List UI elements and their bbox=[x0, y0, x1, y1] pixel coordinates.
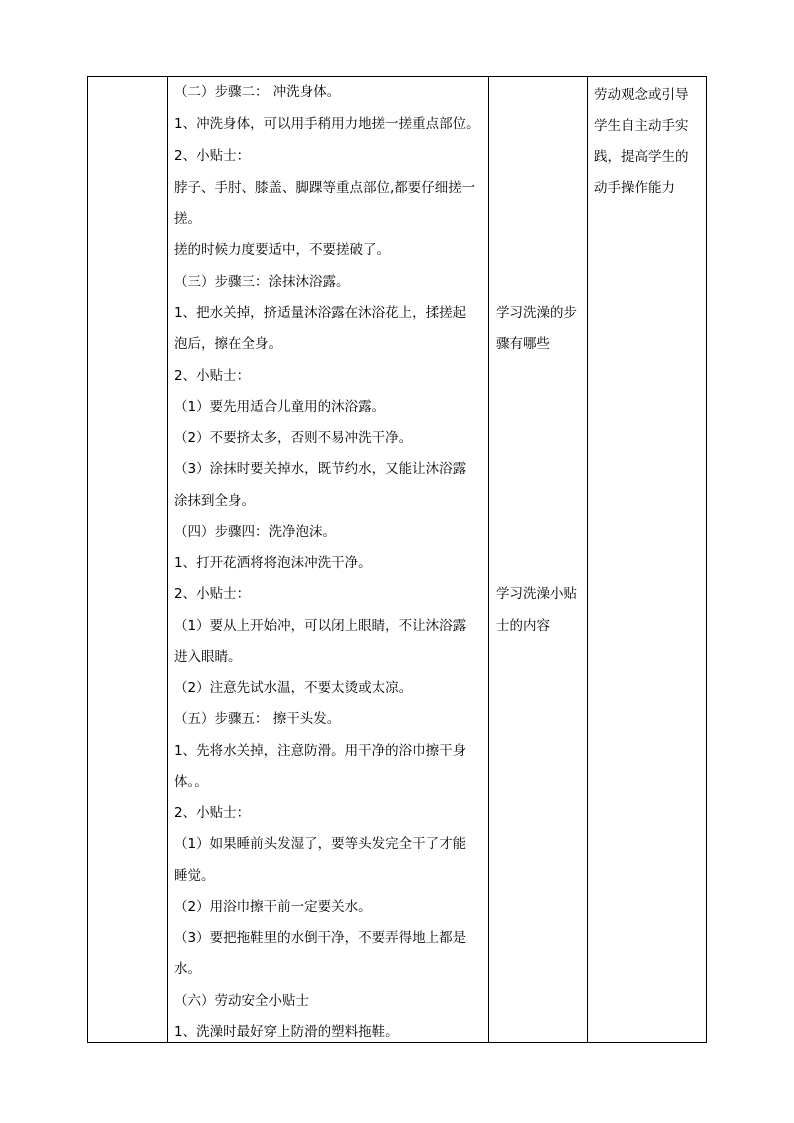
content-line: 脖子、手肘、膝盖、脚踝等重点部位,都要仔细搓一 bbox=[174, 180, 476, 196]
content-line: （三）步骤三：涂抹沐浴露。 bbox=[174, 274, 350, 290]
content-line: 2、小贴士： bbox=[174, 586, 251, 602]
content-line: 进入眼睛。 bbox=[174, 649, 242, 665]
content-line: 搓的时候力度要适中，不要搓破了。 bbox=[174, 242, 390, 258]
content-line: 2、小贴士： bbox=[174, 805, 251, 821]
stage-column bbox=[88, 77, 168, 1042]
content-line: （二）步骤二： 冲洗身体。 bbox=[174, 84, 341, 100]
content-line: 睡觉。 bbox=[174, 868, 215, 884]
student-activity-column bbox=[489, 77, 588, 1042]
content-line: 2、小贴士： bbox=[174, 148, 251, 164]
content-line: （1）要从上开始冲，可以闭上眼睛，不让沐浴露 bbox=[174, 618, 467, 634]
content-line: （1）如果睡前头发湿了，要等头发完全干了才能 bbox=[174, 836, 467, 852]
content-line: 1、冲洗身体，可以用手稍用力地搓一搓重点部位。 bbox=[174, 116, 480, 132]
intent-line: 践，提高学生的 bbox=[594, 149, 689, 165]
activity-line: 骤有哪些 bbox=[496, 336, 550, 352]
content-line: （3）要把拖鞋里的水倒干净，不要弄得地上都是 bbox=[174, 930, 467, 946]
activity-line: 学习洗澡小贴 bbox=[496, 586, 577, 602]
design-intent-column bbox=[588, 77, 706, 1042]
content-line: 1、打开花洒将将泡沫冲洗干净。 bbox=[174, 555, 372, 571]
content-line: 体。。 bbox=[174, 774, 208, 790]
content-line: 涂抹到全身。 bbox=[174, 493, 255, 509]
content-line: 1、把水关掉，挤适量沐浴露在沐浴花上，揉搓起 bbox=[174, 305, 467, 321]
intent-line: 动手操作能力 bbox=[594, 180, 675, 196]
content-line: 泡后，擦在全身。 bbox=[174, 336, 282, 352]
activity-line: 学习洗澡的步 bbox=[496, 305, 577, 321]
content-line: 2、小贴士： bbox=[174, 368, 251, 384]
content-line: （1）要先用适合儿童用的沐浴露。 bbox=[174, 399, 386, 415]
content-line: （3）涂抹时要关掉水，既节约水，又能让沐浴露 bbox=[174, 461, 467, 477]
content-line: （六）劳动安全小贴士 bbox=[174, 993, 309, 1009]
teaching-content-column bbox=[168, 77, 489, 1042]
lesson-plan-table bbox=[87, 76, 707, 1043]
content-line: （四）步骤四：洗净泡沫。 bbox=[174, 524, 336, 540]
content-line: 1、洗澡时最好穿上防滑的塑料拖鞋。 bbox=[174, 1024, 399, 1040]
intent-line: 劳动观念或引导 bbox=[594, 87, 689, 103]
content-line: 搓。 bbox=[174, 211, 201, 227]
content-line: （2）不要挤太多，否则不易冲洗干净。 bbox=[174, 430, 413, 446]
content-line: 水。 bbox=[174, 961, 201, 977]
content-line: （2）用浴巾擦干前一定要关水。 bbox=[174, 899, 372, 915]
content-line: （五）步骤五： 擦干头发。 bbox=[174, 711, 341, 727]
content-line: （2）注意先试水温，不要太烫或太凉。 bbox=[174, 680, 413, 696]
activity-line: 士的内容 bbox=[496, 618, 550, 634]
content-line: 1、先将水关掉，注意防滑。用干净的浴巾擦干身 bbox=[174, 743, 467, 759]
intent-line: 学生自主动手实 bbox=[594, 118, 689, 134]
